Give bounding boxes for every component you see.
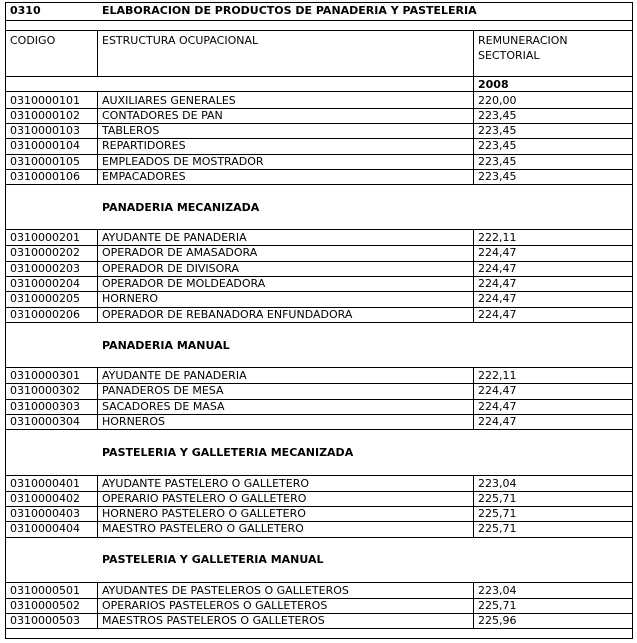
row-line xyxy=(5,138,633,139)
title-divider xyxy=(5,20,633,21)
row-line xyxy=(5,414,633,415)
occupation-name: AYUDANTE DE PANADERIA xyxy=(102,231,247,244)
occupation-name: HORNERO xyxy=(102,292,159,306)
occupation-code: 0310000106 xyxy=(10,170,80,183)
table-border-right xyxy=(632,2,633,638)
occupation-code: 0310000302 xyxy=(10,384,80,398)
salary-value: 220,00 xyxy=(478,93,517,107)
row-line xyxy=(5,154,633,155)
column-header-pay-line2: SECTORIAL xyxy=(478,49,540,62)
occupation-name: HORNEROS xyxy=(102,414,166,428)
row-line xyxy=(5,537,633,538)
salary-value: 223,04 xyxy=(478,476,517,490)
occupation-code: 0310000501 xyxy=(10,583,80,597)
column-divider xyxy=(473,76,474,91)
table-border-top xyxy=(5,2,633,3)
row-line xyxy=(5,628,633,629)
salary-value: 223,45 xyxy=(478,154,517,168)
occupation-name: AYUDANTE PASTELERO O GALLETERO xyxy=(102,476,310,490)
occupation-name: EMPLEADOS DE MOSTRADOR xyxy=(102,154,264,168)
occupation-code: 0310000402 xyxy=(10,491,80,505)
row-line xyxy=(5,613,633,614)
occupation-code: 0310000101 xyxy=(10,93,80,107)
column-divider xyxy=(473,475,474,537)
column-header-structure: ESTRUCTURA OCUPACIONAL xyxy=(102,34,259,47)
occupation-code: 0310000202 xyxy=(10,246,80,260)
occupation-code: 0310000502 xyxy=(10,598,80,612)
column-divider xyxy=(97,92,98,185)
section-title: PASTELERIA Y GALLETERIA MANUAL xyxy=(102,553,324,566)
row-line xyxy=(5,491,633,492)
salary-value: 225,71 xyxy=(478,507,517,521)
row-line xyxy=(5,108,633,109)
salary-value: 223,04 xyxy=(478,583,517,597)
occupation-code: 0310000404 xyxy=(10,522,80,536)
row-line xyxy=(5,184,633,185)
occupation-code: 0310000401 xyxy=(10,476,80,490)
occupation-code: 0310000304 xyxy=(10,414,80,428)
salary-value: 224,47 xyxy=(478,276,517,290)
occupation-code: 0310000206 xyxy=(10,307,80,321)
occupation-name: OPERADOR DE DIVISORA xyxy=(102,261,239,275)
year-line xyxy=(5,91,633,92)
column-divider xyxy=(473,92,474,185)
occupation-name: CONTADORES DE PAN xyxy=(102,108,223,122)
occupation-name: OPERARIOS PASTELEROS O GALLETEROS xyxy=(102,598,328,612)
row-line xyxy=(5,123,633,124)
row-line xyxy=(5,261,633,262)
occupation-code: 0310000503 xyxy=(10,614,80,628)
salary-value: 225,71 xyxy=(478,491,517,505)
occupation-name: REPARTIDORES xyxy=(102,139,186,153)
column-header-pay-line1: REMUNERACION xyxy=(478,34,568,47)
occupation-code: 0310000204 xyxy=(10,276,80,290)
section-title: PASTELERIA Y GALLETERIA MECANIZADA xyxy=(102,446,354,459)
group-code: 0310 xyxy=(10,4,41,17)
occupation-name: OPERADOR DE MOLDEADORA xyxy=(102,276,266,290)
column-divider xyxy=(97,582,98,629)
column-divider xyxy=(97,30,98,76)
column-divider xyxy=(473,30,474,76)
row-line xyxy=(5,383,633,384)
row-line xyxy=(5,598,633,599)
occupation-name: OPERADOR DE REBANADORA ENFUNDADORA xyxy=(102,307,353,321)
section-top-line xyxy=(5,367,633,368)
row-line xyxy=(5,521,633,522)
section-top-line xyxy=(5,582,633,583)
occupation-code: 0310000205 xyxy=(10,292,80,306)
column-divider xyxy=(473,367,474,429)
salary-value: 223,45 xyxy=(478,108,517,122)
occupation-name: HORNERO PASTELERO O GALLETERO xyxy=(102,507,306,521)
row-line xyxy=(5,276,633,277)
column-header-code: CODIGO xyxy=(10,34,56,47)
column-divider xyxy=(97,475,98,537)
occupation-name: AYUDANTES DE PASTELEROS O GALLETEROS xyxy=(102,583,349,597)
occupation-code: 0310000301 xyxy=(10,369,80,382)
table-border-bottom xyxy=(5,638,633,639)
occupation-name: EMPACADORES xyxy=(102,170,186,183)
row-line xyxy=(5,169,633,170)
occupation-code: 0310000201 xyxy=(10,231,80,244)
occupation-name: AYUDANTE DE PANADERIA xyxy=(102,369,247,382)
header-bottom-line xyxy=(5,76,633,77)
row-line xyxy=(5,245,633,246)
salary-value: 224,47 xyxy=(478,384,517,398)
table-border-left xyxy=(5,2,6,638)
occupation-code: 0310000403 xyxy=(10,507,80,521)
occupation-name: MAESTROS PASTELEROS O GALLETEROS xyxy=(102,614,325,628)
section-title: PANADERIA MANUAL xyxy=(102,339,230,352)
row-line xyxy=(5,506,633,507)
occupation-code: 0310000104 xyxy=(10,139,80,153)
section-top-line xyxy=(5,229,633,230)
section-top-line xyxy=(5,475,633,476)
occupation-code: 0310000203 xyxy=(10,261,80,275)
occupation-code: 0310000103 xyxy=(10,124,80,138)
salary-value: 225,96 xyxy=(478,614,517,628)
salary-value: 225,71 xyxy=(478,598,517,612)
occupation-name: MAESTRO PASTELERO O GALLETERO xyxy=(102,522,304,536)
row-line xyxy=(5,399,633,400)
column-divider xyxy=(97,367,98,429)
salary-value: 224,47 xyxy=(478,399,517,413)
year-label: 2008 xyxy=(478,78,509,91)
salary-value: 222,11 xyxy=(478,231,517,244)
salary-value: 224,47 xyxy=(478,246,517,260)
occupation-name: OPERARIO PASTELERO O GALLETERO xyxy=(102,491,307,505)
occupation-name: TABLEROS xyxy=(102,124,160,138)
row-line xyxy=(5,291,633,292)
occupation-name: OPERADOR DE AMASADORA xyxy=(102,246,258,260)
salary-value: 224,47 xyxy=(478,414,517,428)
column-divider xyxy=(473,582,474,629)
occupation-name: AUXILIARES GENERALES xyxy=(102,93,236,107)
header-top-line xyxy=(5,30,633,31)
salary-value: 223,45 xyxy=(478,139,517,153)
row-line xyxy=(5,307,633,308)
salary-value: 224,47 xyxy=(478,261,517,275)
column-divider xyxy=(473,229,474,322)
column-divider xyxy=(97,229,98,322)
section-title: PANADERIA MECANIZADA xyxy=(102,201,260,214)
group-title: ELABORACION DE PRODUCTOS DE PANADERIA Y PASTELERIA xyxy=(102,4,477,17)
row-line xyxy=(5,322,633,323)
salary-value: 223,45 xyxy=(478,170,517,183)
occupation-code: 0310000102 xyxy=(10,108,80,122)
salary-value: 225,71 xyxy=(478,522,517,536)
occupation-name: SACADORES DE MASA xyxy=(102,399,225,413)
salary-value: 223,45 xyxy=(478,124,517,138)
row-line xyxy=(5,429,633,430)
occupation-code: 0310000105 xyxy=(10,154,80,168)
occupation-code: 0310000303 xyxy=(10,399,80,413)
salary-value: 222,11 xyxy=(478,369,517,382)
salary-value: 224,47 xyxy=(478,292,517,306)
occupation-name: PANADEROS DE MESA xyxy=(102,384,224,398)
salary-value: 224,47 xyxy=(478,307,517,321)
